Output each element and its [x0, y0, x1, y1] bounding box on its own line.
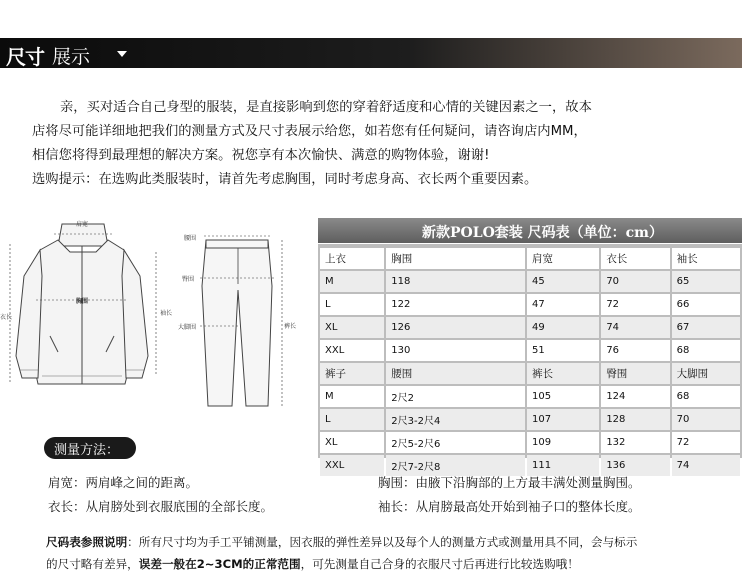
- pants-label-thigh: 大脚围: [178, 324, 197, 331]
- measurement-method-label: 测量方法：: [44, 437, 136, 459]
- table-row: [320, 432, 740, 453]
- table-cell: 衣长: [601, 248, 669, 269]
- table-cell: 45: [527, 271, 599, 292]
- table-cell: 72: [601, 294, 669, 315]
- size-chart-title: 新款POLO套装 尺码表（单位：cm）: [318, 218, 742, 243]
- table-cell: 122: [386, 294, 525, 315]
- note-text-2a: 的尺寸略有差异，: [46, 557, 139, 571]
- note-line-2: [46, 553, 716, 575]
- note-text-1: ：所有尺寸均为手工平铺测量，因衣服的弹性差异以及每个人的测量方式或测量用具不同，会与标示: [127, 535, 638, 549]
- table-cell: 上衣: [320, 248, 384, 269]
- intro-line-1: 亲，买对适合自己身型的服装，是直接影响到您的穿着舒适度和心情的关键因素之一，故本: [60, 100, 592, 115]
- table-cell: XL: [320, 317, 384, 338]
- table-cell: M: [320, 386, 384, 407]
- table-cell: 臀围: [601, 363, 669, 384]
- header-title-bold: 尺寸: [6, 45, 44, 69]
- table-cell: 124: [601, 386, 669, 407]
- table-row: [320, 340, 740, 361]
- table-cell: 68: [672, 386, 740, 407]
- section-header-bar: [0, 38, 742, 68]
- table-row: [320, 409, 740, 430]
- jacket-illustration: [0, 216, 175, 416]
- intro-line-4: 选购提示：在选购此类服装时，请首先考虑胸围，同时考虑身高、衣长两个重要因素。: [32, 172, 538, 187]
- pants-label-waist: 腰围: [184, 235, 197, 242]
- table-cell: 2尺2: [386, 386, 525, 407]
- table-cell: 66: [672, 294, 740, 315]
- jacket-label-shoulder: 肩宽: [76, 221, 89, 228]
- def-sleeve: 袖长：从肩膀最高处开始到袖子口的整体长度。: [378, 499, 641, 514]
- table-cell: 肩宽: [527, 248, 599, 269]
- size-chart: [318, 218, 742, 473]
- table-cell: 107: [527, 409, 599, 430]
- table-cell: 51: [527, 340, 599, 361]
- table-cell: XXL: [320, 340, 384, 361]
- jacket-drawing: [0, 216, 175, 416]
- table-cell: 67: [672, 317, 740, 338]
- table-cell: 2尺3-2尺4: [386, 409, 525, 430]
- header-title-light: 展示: [52, 46, 91, 68]
- table-cell: 72: [672, 432, 740, 453]
- intro-line-3: 相信您将得到最理想的解决方案。祝您享有本次愉快、满意的购物体验，谢谢!: [32, 148, 490, 163]
- def-shoulder: 肩宽：两肩峰之间的距离。: [48, 475, 199, 490]
- jacket-label-length: 衣长: [0, 314, 13, 321]
- table-cell: 128: [601, 409, 669, 430]
- table-row: [320, 294, 740, 315]
- table-cell: 109: [527, 432, 599, 453]
- size-chart-header-row: [320, 363, 740, 384]
- table-cell: XXL: [320, 455, 384, 476]
- intro-paragraph: [32, 96, 712, 192]
- table-cell: 大脚围: [672, 363, 740, 384]
- jacket-label-chest: 胸围: [76, 298, 89, 305]
- table-cell: 111: [527, 455, 599, 476]
- pants-label-hip: 臀围: [182, 276, 195, 283]
- table-row: [320, 271, 740, 292]
- dropdown-triangle-icon: [117, 51, 127, 57]
- table-cell: 74: [672, 455, 740, 476]
- table-cell: 132: [601, 432, 669, 453]
- def-length: 衣长：从肩膀处到衣服底围的全部长度。: [48, 499, 274, 514]
- table-cell: 2尺7-2尺8: [386, 455, 525, 476]
- table-cell: 130: [386, 340, 525, 361]
- table-cell: 126: [386, 317, 525, 338]
- pants-label-length: 裤长: [284, 323, 297, 330]
- table-cell: M: [320, 271, 384, 292]
- table-cell: 118: [386, 271, 525, 292]
- table-cell: 68: [672, 340, 740, 361]
- table-cell: 136: [601, 455, 669, 476]
- note-line-1: [46, 531, 716, 553]
- table-cell: 裤子: [320, 363, 384, 384]
- table-cell: 裤长: [527, 363, 599, 384]
- size-note: [46, 531, 716, 575]
- table-cell: 腰围: [386, 363, 525, 384]
- table-cell: 65: [672, 271, 740, 292]
- table-cell: L: [320, 294, 384, 315]
- def-chest: 胸围：由腋下沿胸部的上方最丰满处测量胸围。: [378, 475, 641, 490]
- note-bold-label: 尺码表参照说明: [46, 535, 128, 549]
- table-cell: 2尺5-2尺6: [386, 432, 525, 453]
- table-cell: 49: [527, 317, 599, 338]
- size-chart-table: [318, 246, 742, 478]
- table-cell: XL: [320, 432, 384, 453]
- note-bold-range: 误差一般在2~3CM的正常范围: [138, 557, 301, 571]
- table-cell: 76: [601, 340, 669, 361]
- jacket-label-sleeve: 袖长: [160, 310, 173, 317]
- table-cell: 47: [527, 294, 599, 315]
- table-cell: 70: [601, 271, 669, 292]
- intro-line-2: 店将尽可能详细地把我们的测量方式及尺寸表展示给您，如若您有任何疑问，请咨询店内MM，: [32, 124, 587, 139]
- size-chart-header-row: [320, 248, 740, 269]
- note-text-2b: ，可先测量自己合身的衣服尺寸后再进行比较选购哦！: [300, 557, 579, 571]
- pants-illustration: [176, 226, 306, 416]
- table-row: [320, 317, 740, 338]
- table-cell: 70: [672, 409, 740, 430]
- table-cell: 袖长: [672, 248, 740, 269]
- table-cell: 74: [601, 317, 669, 338]
- table-cell: L: [320, 409, 384, 430]
- table-row: [320, 386, 740, 407]
- table-cell: 105: [527, 386, 599, 407]
- table-cell: 胸围: [386, 248, 525, 269]
